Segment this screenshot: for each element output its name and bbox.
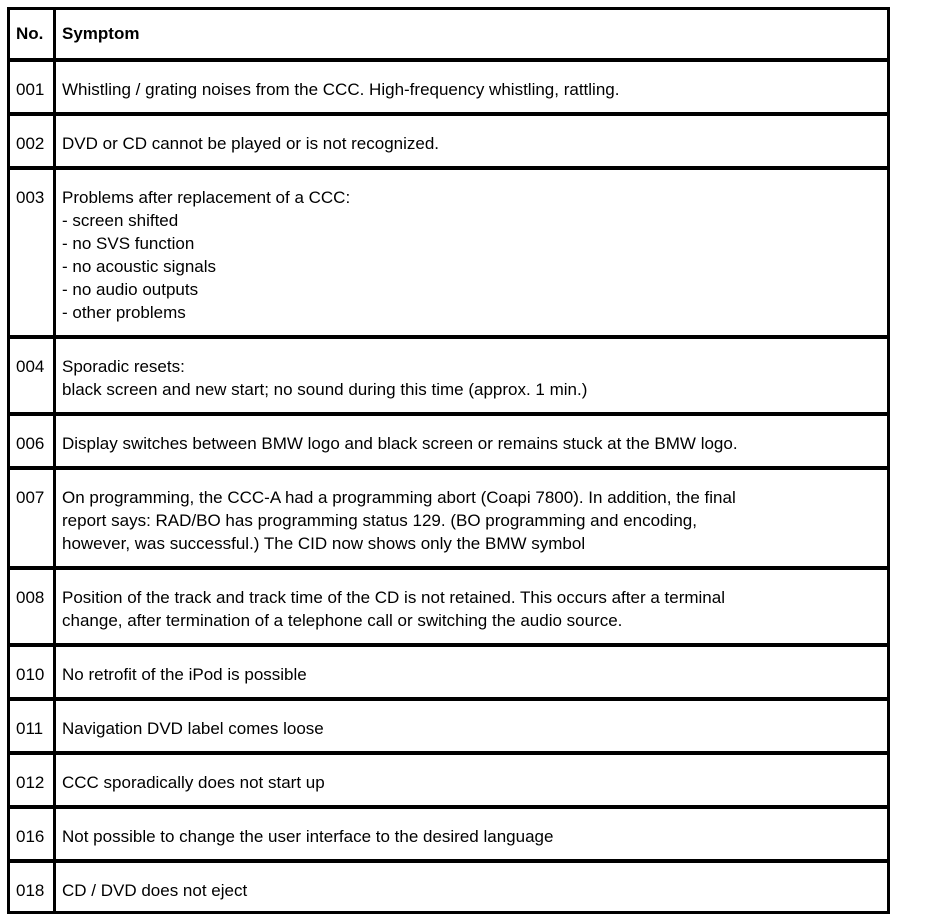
row-number: 018	[9, 861, 55, 913]
table-row	[9, 414, 889, 468]
table-row	[9, 807, 889, 861]
row-symptom: Navigation DVD label comes loose	[55, 699, 889, 753]
row-number: 012	[9, 753, 55, 807]
row-number: 006	[9, 414, 55, 468]
row-symptom: Position of the track and track time of the CD is not retained. This occurs after a terminal change, after termination of a telephone call or switching the audio source.	[55, 568, 889, 645]
row-number: 003	[9, 168, 55, 337]
table-row	[9, 337, 889, 414]
row-number: 007	[9, 468, 55, 568]
table-row	[9, 114, 889, 168]
row-number: 008	[9, 568, 55, 645]
row-symptom: Problems after replacement of a CCC: - screen shifted - no SVS function - no acoustic signals - no audio outputs - other problems	[55, 168, 889, 337]
row-symptom: DVD or CD cannot be played or is not recognized.	[55, 114, 889, 168]
table-row	[9, 861, 889, 913]
row-symptom: Whistling / grating noises from the CCC. High-frequency whistling, rattling.	[55, 60, 889, 114]
row-number: 004	[9, 337, 55, 414]
table-row	[9, 168, 889, 337]
table-row	[9, 60, 889, 114]
row-number: 016	[9, 807, 55, 861]
row-symptom: On programming, the CCC-A had a programming abort (Coapi 7800). In addition, the final report says: RAD/BO has programming status 129. (BO programming and encoding, however, was successful.) The CID now shows only the BMW symbol	[55, 468, 889, 568]
table-row	[9, 468, 889, 568]
row-symptom: No retrofit of the iPod is possible	[55, 645, 889, 699]
table-row	[9, 753, 889, 807]
row-number: 011	[9, 699, 55, 753]
row-number: 010	[9, 645, 55, 699]
row-symptom: CCC sporadically does not start up	[55, 753, 889, 807]
row-symptom: CD / DVD does not eject	[55, 861, 889, 913]
table-row	[9, 645, 889, 699]
row-symptom: Not possible to change the user interface to the desired language	[55, 807, 889, 861]
column-header-symptom: Symptom	[55, 9, 889, 60]
column-header-no: No.	[9, 9, 55, 60]
table-row	[9, 699, 889, 753]
row-number: 002	[9, 114, 55, 168]
row-number: 001	[9, 60, 55, 114]
table-row	[9, 568, 889, 645]
row-symptom: Sporadic resets: black screen and new start; no sound during this time (approx. 1 min.)	[55, 337, 889, 414]
table-header-row	[9, 9, 889, 60]
symptom-table	[7, 7, 890, 914]
row-symptom: Display switches between BMW logo and black screen or remains stuck at the BMW logo.	[55, 414, 889, 468]
